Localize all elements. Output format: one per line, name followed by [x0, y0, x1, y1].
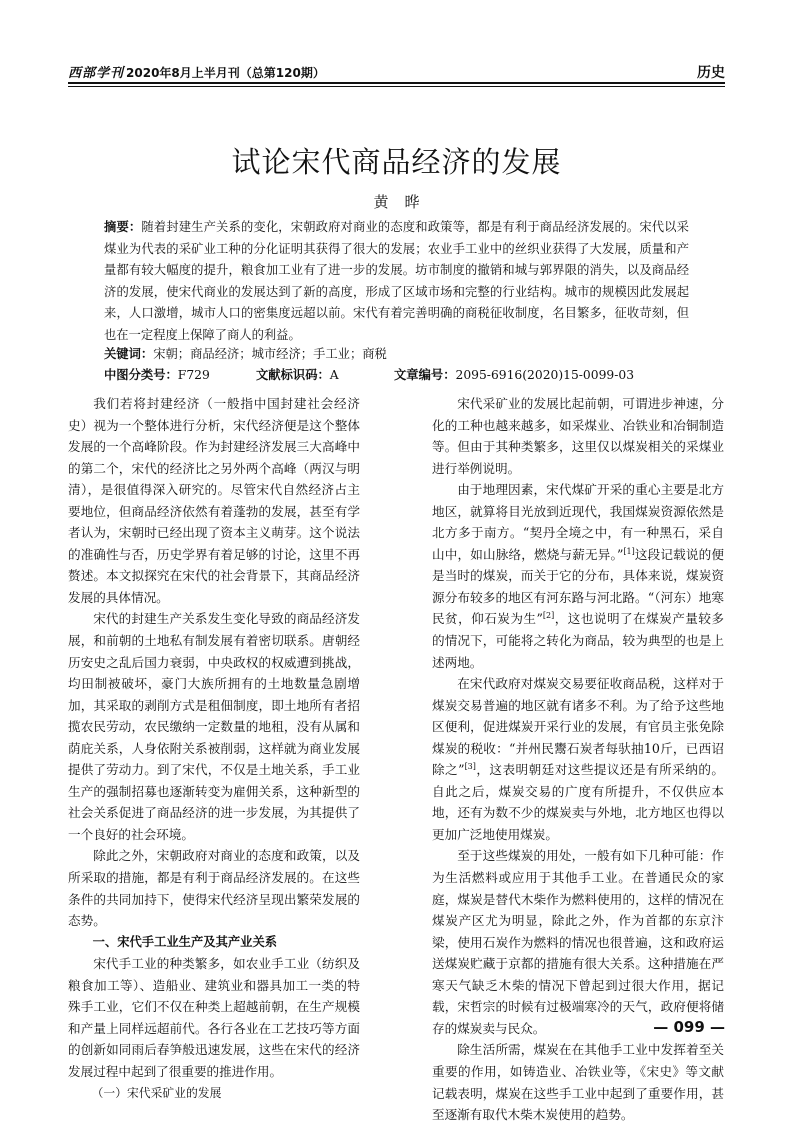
keywords-label: 关键词： — [104, 347, 154, 361]
body-paragraph: 宋代采矿业的发展比起前朝，可谓进步神速，分化的工种也越来越多，如采煤业、冶铁业和冶铜制造等。但由于其种类繁多，这里仅以煤炭相关的采煤业进行举例说明。 — [432, 396, 724, 476]
journal-info — [68, 62, 325, 81]
section-label: 历史 — [697, 65, 725, 81]
body-paragraph: 除此之外，宋朝政府对商业的态度和政策，以及所采取的措施，都是有利于商品经济发展的。在这些条件的共同加持下，使得宋代经济呈现出繁荣发展的态势。 — [68, 848, 360, 929]
abstract-label: 摘要： — [104, 220, 142, 234]
body-paragraph: 由于地理因素，宋代煤矿开采的重心主要是北方地区，就算将目光放到近现代，我国煤炭资源依然是北方多于南方。“契丹全境之中，有一种黑石，采自山中，如山脉络，燃烧与薪无异。”[1]这段记载说的便是当时的煤炭，而关于它的分布，具体来说，煤炭资源分布较多的地区有河东路与河北路。“（河东）地寒民贫，仰石炭为生”[2]，这也说明了在煤炭产量较多的情况下，可能将之转化为商品，较为典型的也是上述两地。 — [432, 482, 725, 670]
keywords-text: 宋朝；商品经济；城市经济；手工业；商税 — [153, 347, 387, 361]
body-paragraph: 宋代的封建生产关系发生变化导致的商品经济发展，和前朝的土地私有制发展有着密切联系。唐朝经历安史之乱后国力衰弱，中央政权的权威遭到挑战，均田制被破坏，豪门大族所拥有的土地数量急剧增加，其采取的剥削方式是租佃制度，即土地所有者招揽农民劳动，农民缴纳一定数量的地租，没有从属和荫庇关系，人身依附关系被削弱，这样就为商业发展提供了劳动力。到了宋代，不仅是土地关系，手工业生产的强制招募也逐渐转变为雇佣关系，这种新型的社会关系促进了商品经济的进一步发展，为其提供了一个良好的社会环境。 — [68, 611, 360, 842]
article-author: 黄晔 — [373, 193, 436, 211]
body-paragraph: 除生活所需，煤炭在在其他手工业中发挥着至关重要的作用，如铸造业、冶铁业等，《宋史》等文献记载表明，煤炭在这些手工业中起到了重要作用，甚至逐渐有取代木柴木炭使用的趋势。 — [432, 1042, 724, 1123]
clc-code: 中图分类号：F729 — [104, 368, 210, 382]
body-paragraph: 至于这些煤炭的用处，一般有如下几种可能：作为生活燃料或应用于其他手工业。在普通民众的家庭，煤炭是替代木柴作为燃料使用的，这样的情况在煤炭产区尤为明显，除此之外，作为首都的东京汴梁，使用石炭作为燃料的情况也很普遍，这和政府运送煤炭贮藏于京都的措施有很大关系。这种措施在严寒天气缺乏木柴的情况下曾起到过很大作用，据记载，宋哲宗的时候有过极端寒冷的天气，政府便将储存的煤炭卖与民众。 — [432, 848, 724, 1036]
body-paragraph: 我们若将封建经济（一般指中国封建社会经济史）视为一个整体进行分析，宋代经济便是这个整体发展的一个高峰阶段。作为封建经济发展三大高峰中的第二个，宋代的经济比之另外两个高峰（两汉与明清），是很值得深入研究的。尽管宋代自然经济占主要地位，但商品经济依然有着蓬勃的发展，甚至有学者认为，宋朝时已经出现了资本主义萌芽。这个说法的准确性与否，历史学界有着足够的讨论，这里不再赘述。本文拟探究在宋代的社会背景下，其商品经济发展的具体情况。 — [68, 396, 360, 605]
subsection-heading: （一）宋代采矿业的发展 — [91, 1085, 222, 1100]
running-header — [68, 60, 725, 82]
abstract — [104, 217, 689, 347]
header-rule — [68, 82, 725, 84]
article-number: 文章编号：2095-6916(2020)15-0099-03 — [394, 368, 635, 382]
journal-logo: 西部学刊 — [68, 66, 125, 81]
page-number: — 099 — — [653, 1018, 725, 1036]
body-paragraph: 宋代手工业的种类繁多，如农业手工业（纺织及粮食加工等）、造船业、建筑业和器具加工一类的特殊手工业，它们不仅在种类上超越前朝，在生产规模和产量上同样远超前代。各行各业在工艺技巧等方面的创新如同雨后春笋般迅速发展，这些在宋代的经济发展过程中起到了很重要的推进作用。 — [68, 956, 360, 1079]
citation-marker: [3] — [464, 762, 476, 772]
right-column — [432, 393, 724, 1126]
section-heading: 一、宋代手工业生产及其产业关系 — [92, 934, 278, 949]
left-column — [68, 393, 360, 1104]
article-title: 试论宋代商品经济的发展 — [231, 145, 562, 179]
header-rule-thin — [68, 86, 725, 87]
keywords — [104, 344, 689, 362]
doc-code: 文献标识码：A — [256, 368, 339, 382]
body-paragraph: 在宋代政府对煤炭交易要征收商品税，这样对于煤炭交易普遍的地区就有诸多不利。为了给予这些地区便利，促进煤炭开采行业的发展，有官员主张免除煤炭的税收：“并州民鬻石炭者每驮抽10斤，已西诏除之”[3]，这表明朝廷对这些提议还是有所采纳的。自此之后，煤炭交易的广度有所提升，不仅供应本地，还有为数不少的煤炭卖与外地，北方地区也得以更加广泛地使用煤炭。 — [432, 676, 724, 842]
issue-info: 2020年8月上半月刊（总第120期） — [126, 66, 325, 80]
citation-marker: [2] — [542, 611, 555, 621]
citation-marker: [1] — [623, 546, 635, 556]
abstract-text: 随着封建生产关系的变化，宋朝政府对商业的态度和政策等，都是有利于商品经济发展的。宋代以采煤业为代表的采矿业工种的分化证明其获得了很大的发展；农业手工业中的丝织业获得了大发展，质量和产量都有较大幅度的提升，粮食加工业有了进一步的发展。坊市制度的撤销和城与郭界限的消失，以及商品经济的发展，使宋代商业的发展达到了新的高度，形成了区域市场和完整的行业结构。城市的规模因此发展起来，人口激增，城市人口的密集度远超以前。宋代有着完善明确的商税征收制度，名目繁多，征收苛刻，但也在一定程度上保障了商人的利益。 — [104, 220, 689, 342]
